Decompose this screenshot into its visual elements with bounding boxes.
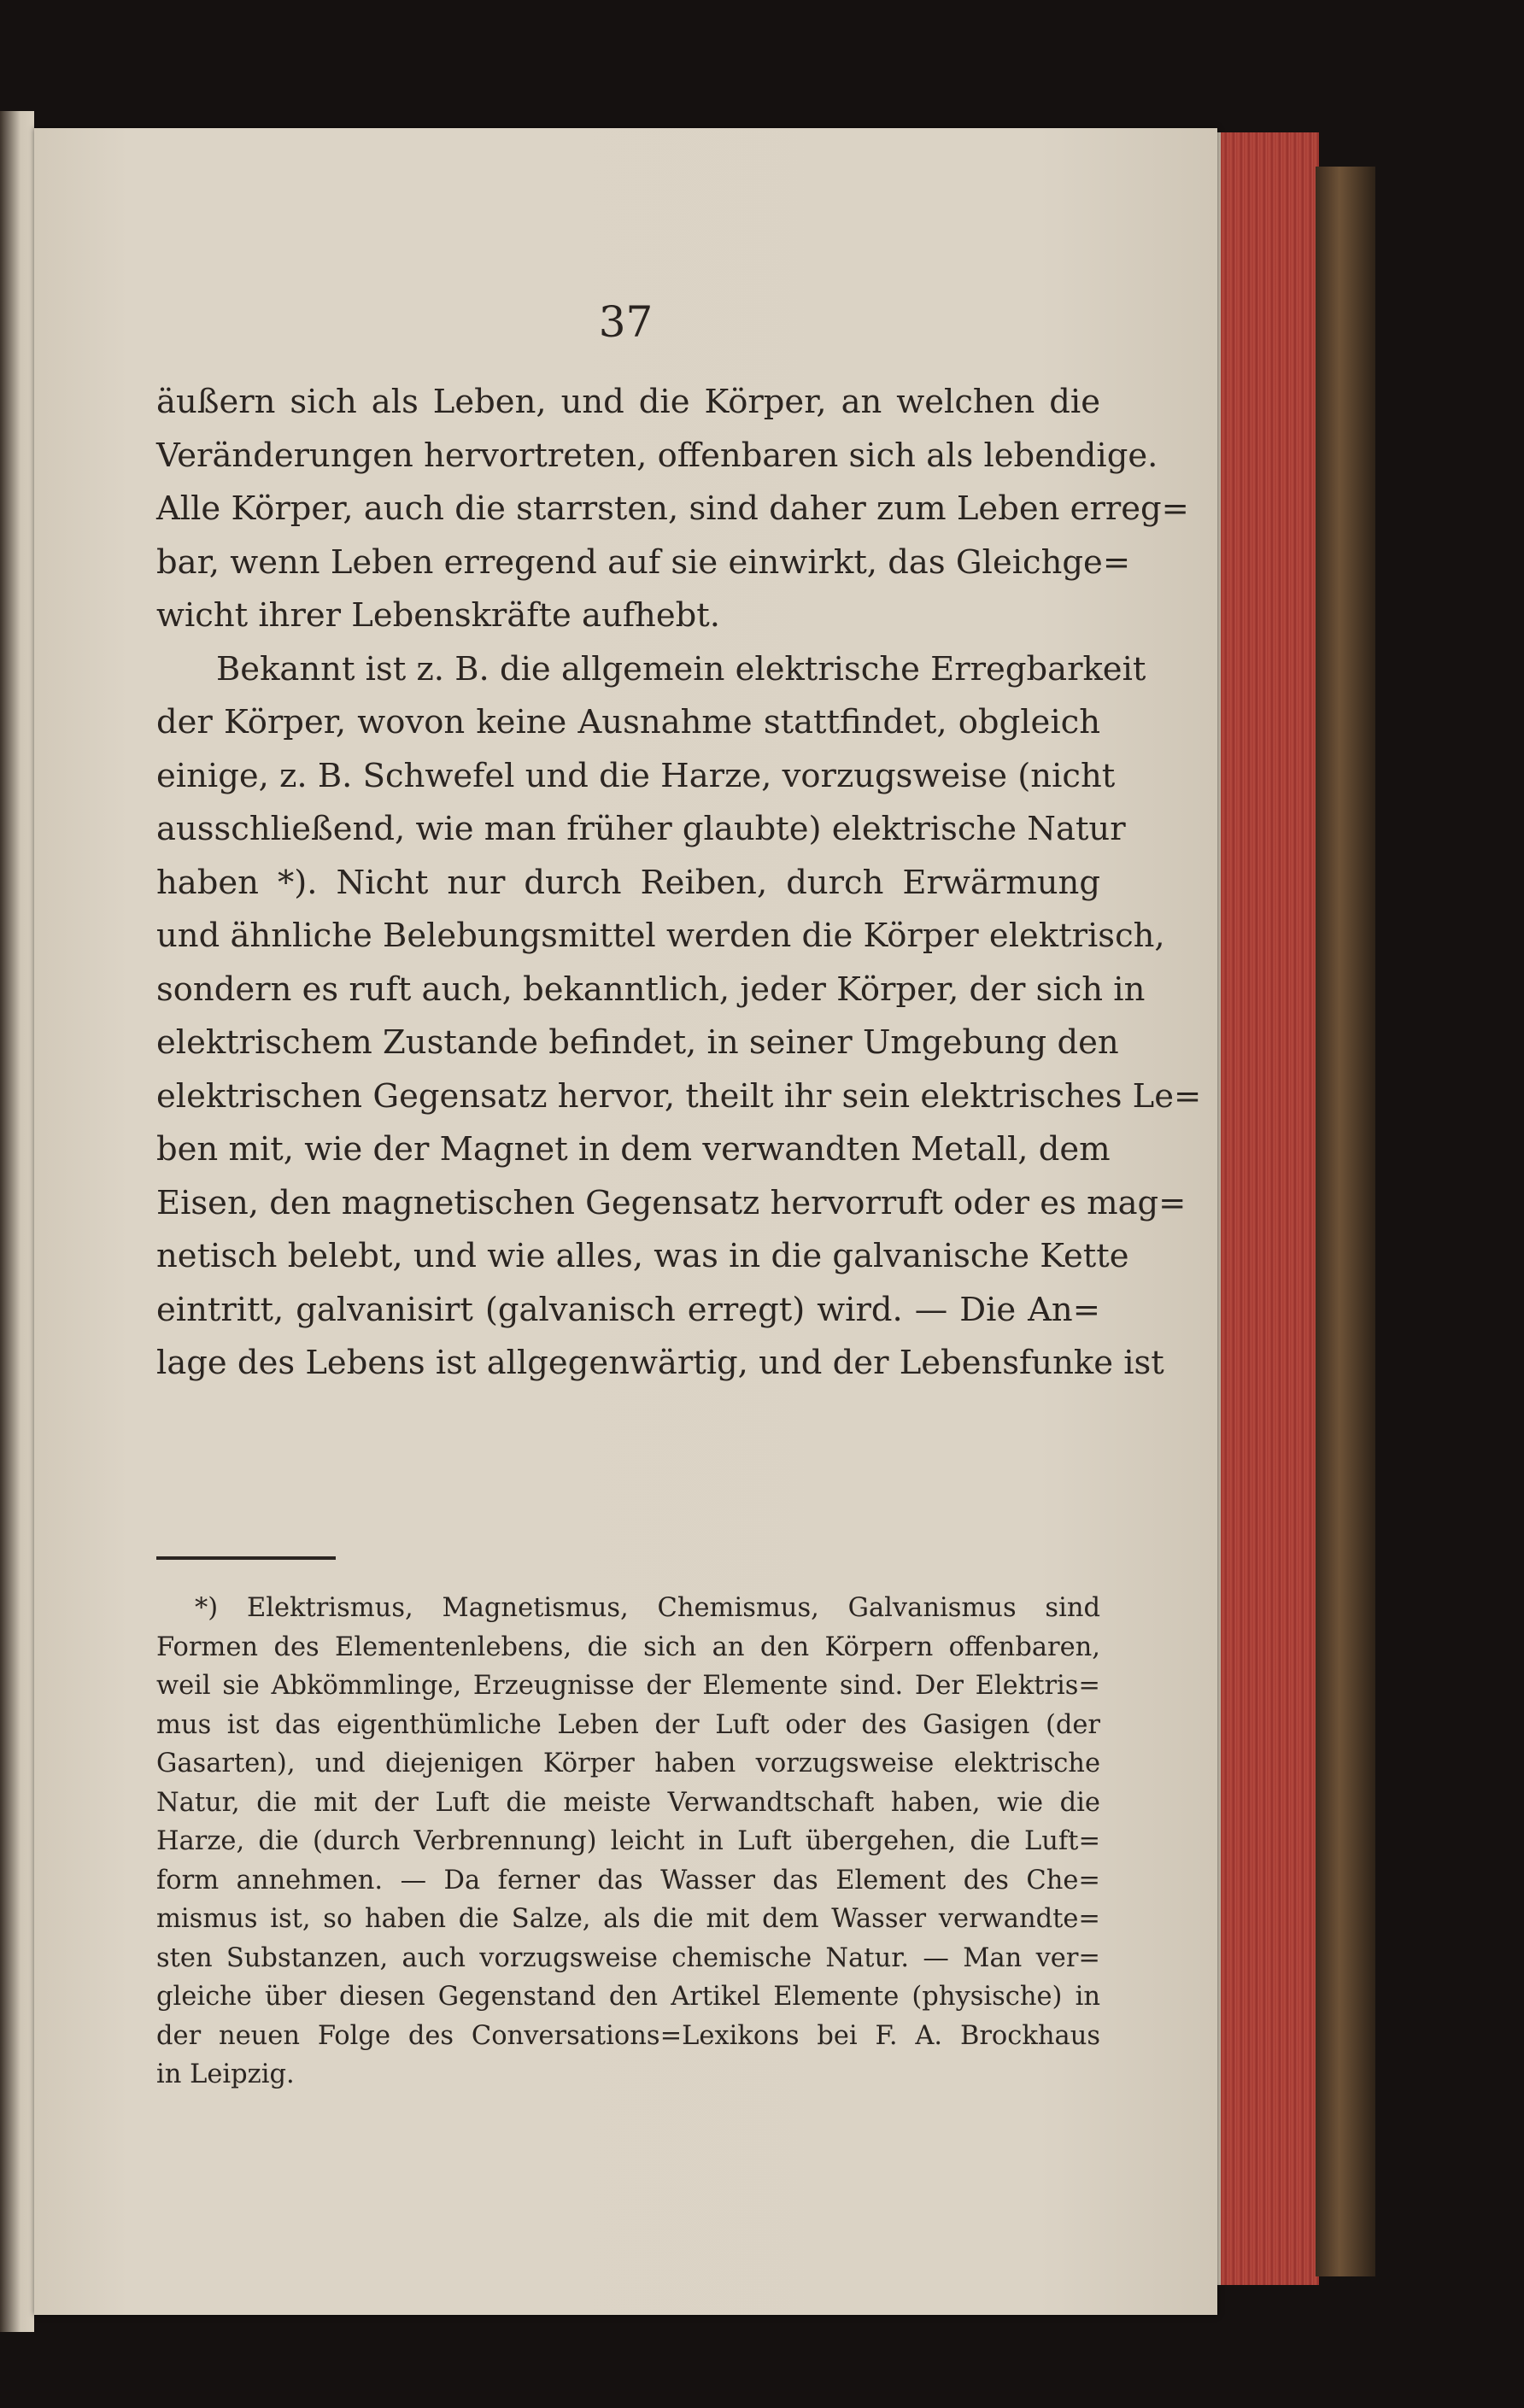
body-line: der Körper, wovon keine Ausnahme stattfindet, obgleich — [156, 703, 1100, 741]
footnote-line: in Leipzig. — [156, 2059, 295, 2089]
footnote-rule — [156, 1556, 336, 1560]
book-cover — [1316, 167, 1375, 2276]
body-line: Eisen, den magnetischen Gegensatz hervorruft oder es mag= — [156, 1183, 1187, 1222]
footnote-line: Harze, die (durch Verbrennung) leicht in Luft übergehen, die Luft= — [156, 1826, 1100, 1856]
body-line: netisch belebt, und wie alles, was in die galvanische Kette — [156, 1237, 1129, 1275]
body-line: ben mit, wie der Magnet in dem verwandten Metall, dem — [156, 1130, 1111, 1169]
book-page — [34, 128, 1217, 2315]
body-line: wicht ihrer Lebenskräfte aufhebt. — [156, 596, 720, 635]
body-line: ausschließend, wie man früher glaubte) elektrische Natur — [156, 810, 1126, 848]
body-line: elektrischem Zustande befindet, in seiner Umgebung den — [156, 1023, 1119, 1062]
footnote-line: weil sie Abkömmlinge, Erzeugnisse der Elemente sind. Der Elektris= — [156, 1671, 1100, 1701]
footnote-line: Natur, die mit der Luft die meiste Verwandtschaft haben, wie die — [156, 1787, 1100, 1818]
body-text — [156, 376, 1202, 1391]
body-line: elektrischen Gegensatz hervor, theilt ihr sein elektrisches Le= — [156, 1076, 1202, 1116]
footnote-line: Formen des Elementenlebens, die sich an den Körpern offenbaren, — [156, 1632, 1100, 1662]
page-edges-red — [1217, 132, 1319, 2285]
body-line: und ähnliche Belebungsmittel werden die Körper elektrisch, — [156, 917, 1165, 955]
left-page-edge — [0, 111, 34, 2332]
footnote-line: mus ist das eigenthümliche Leben der Luft oder des Gasigen (der — [156, 1709, 1100, 1740]
footnote-line: form annehmen. — Da ferner das Wasser das Element des Che= — [156, 1865, 1100, 1895]
footnote-line: gleiche über diesen Gegenstand den Artikel Elemente (physische) in — [156, 1982, 1100, 2012]
body-line: haben *). Nicht nur durch Reiben, durch Erwärmung — [156, 863, 1100, 902]
body-line: bar, wenn Leben erregend auf sie einwirkt, das Gleichge= — [156, 542, 1131, 582]
body-line: eintritt, galvanisirt (galvanisch erregt) wird. — Die An= — [156, 1290, 1100, 1329]
body-line: lage des Lebens ist allgegenwärtig, und der Lebensfunke ist — [156, 1344, 1164, 1382]
footnote-line: der neuen Folge des Conversations=Lexikons bei F. A. Brockhaus — [156, 2020, 1100, 2051]
body-line: äußern sich als Leben, und die Körper, an welchen die — [156, 383, 1100, 421]
body-line: Alle Körper, auch die starrsten, sind daher zum Leben erreg= — [156, 489, 1189, 528]
footnote-line: mismus ist, so haben die Salze, als die mit dem Wasser verwandte= — [156, 1904, 1100, 1934]
body-line: sondern es ruft auch, bekanntlich, jeder Körper, der sich in — [156, 970, 1146, 1009]
body-line: Bekannt ist z. B. die allgemein elektrische Erregbarkeit — [216, 649, 1146, 688]
page-number: 37 — [598, 297, 654, 347]
body-line: einige, z. B. Schwefel und die Harze, vorzugsweise (nicht — [156, 756, 1116, 795]
footnote — [156, 1589, 1100, 2095]
body-line: Veränderungen hervortreten, offenbaren sich als lebendige. — [156, 436, 1158, 475]
footnote-line: *) Elektrismus, Magnetismus, Chemismus, Galvanismus sind — [195, 1593, 1100, 1623]
footnote-line: sten Substanzen, auch vorzugsweise chemische Natur. — Man ver= — [156, 1942, 1100, 1973]
footnote-line: Gasarten), und diejenigen Körper haben vorzugsweise elektrische — [156, 1749, 1100, 1778]
